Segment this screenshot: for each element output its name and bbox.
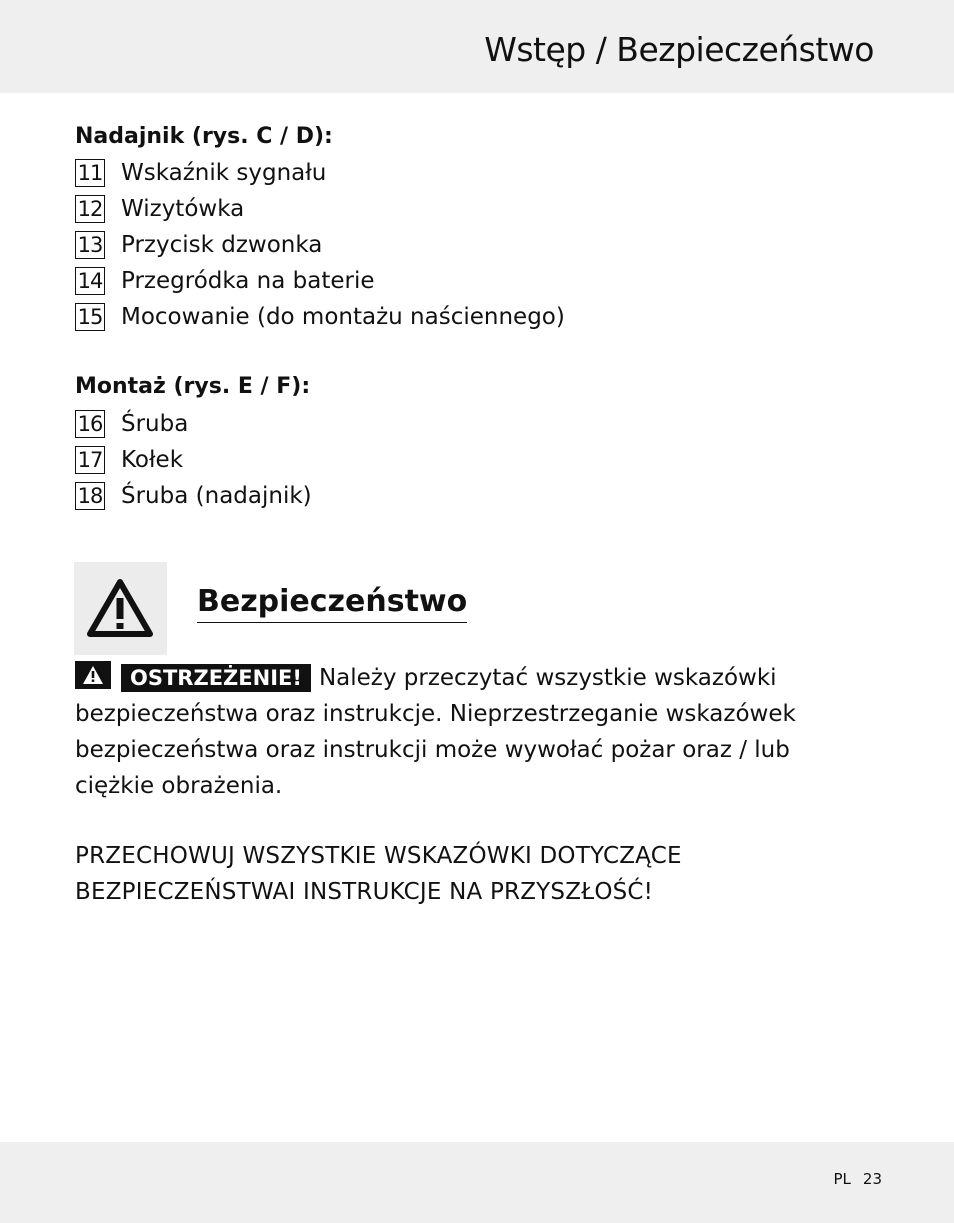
- keep-line: PRZECHOWUJ WSZYSTKIE WSKAZÓWKI DOTYCZĄCE: [75, 843, 682, 869]
- footer-language: PL: [833, 1170, 851, 1188]
- item-number: 16: [75, 410, 105, 438]
- page-header: [0, 0, 954, 93]
- warning-label: OSTRZEŻENIE!: [121, 664, 311, 692]
- safety-warning-box: [74, 562, 167, 655]
- item-number: 17: [75, 446, 105, 474]
- item-number: 14: [75, 267, 105, 295]
- item-label: Wskaźnik sygnału: [121, 160, 327, 186]
- page-number: 23: [862, 1170, 882, 1188]
- warning-triangle-icon: [86, 576, 154, 640]
- item-number: 15: [75, 303, 105, 331]
- item-label: Kołek: [121, 447, 184, 473]
- item-number: 18: [75, 482, 105, 510]
- warning-paragraph: [75, 660, 855, 804]
- transmitter-title: Nadajnik (rys. C / D):: [75, 124, 333, 149]
- item-label: Śruba (nadajnik): [121, 483, 312, 509]
- warning-triangle-icon: [81, 664, 105, 686]
- footer-text: [834, 1170, 883, 1188]
- safety-heading: Bezpieczeństwo: [197, 584, 467, 623]
- item-label: Wizytówka: [121, 196, 245, 222]
- warning-text: Należy przeczytać wszystkie wskazówki bezpieczeństwa oraz instrukcje. Nieprzestrzeganie wskazówek bezpieczeństwa oraz instrukcji może wywołać pożar oraz / lub ciężkie obrażenia.: [75, 665, 796, 799]
- mounting-title: Montaż (rys. E / F):: [75, 374, 311, 399]
- item-number: 13: [75, 231, 105, 259]
- item-label: Mocowanie (do montażu naściennego): [121, 304, 565, 330]
- item-number: 11: [75, 159, 105, 187]
- keep-line: BEZPIECZEŃSTWAI INSTRUKCJE NA PRZYSZŁOŚĆ!: [75, 879, 654, 905]
- page-title: Wstęp / Bezpieczeństwo: [484, 30, 874, 69]
- item-label: Przegródka na baterie: [121, 268, 375, 294]
- item-number: 12: [75, 195, 105, 223]
- keep-instructions: [75, 838, 875, 910]
- item-label: Przycisk dzwonka: [121, 232, 323, 258]
- warning-badge: [75, 661, 111, 689]
- page-footer: [0, 1142, 954, 1223]
- item-label: Śruba: [121, 411, 189, 437]
